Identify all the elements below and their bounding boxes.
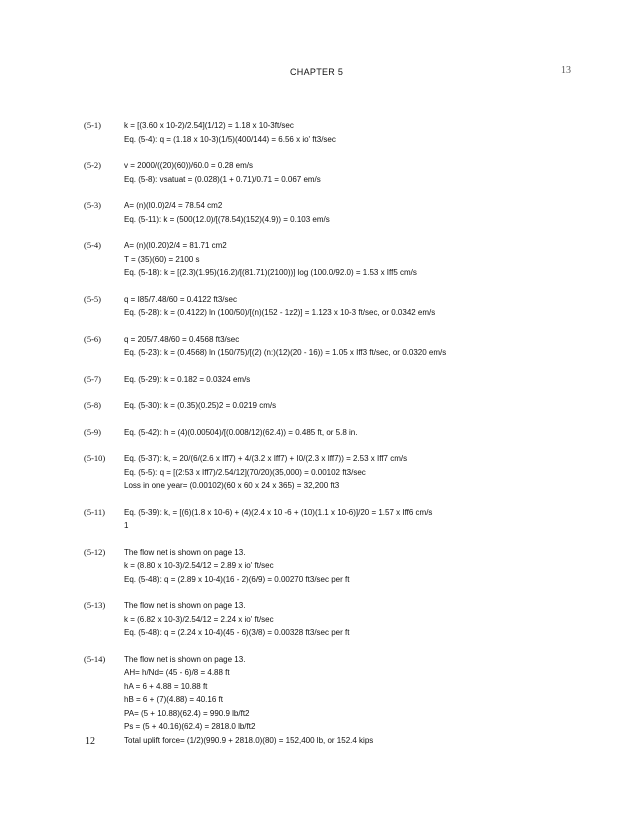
solution-entry — [84, 506, 604, 533]
problem-number: (5-11) — [84, 506, 105, 517]
problem-number: (5-10) — [84, 453, 106, 463]
problem-number: (5-5) — [84, 293, 101, 304]
solution-line: Eq. (5-11): k = (500(12.0)/[(78.54)(152)(4.9)) = 0.103 em/s — [124, 214, 330, 224]
problem-number: (5-3) — [84, 200, 101, 210]
solution-line: The flow net is shown on page 13. — [124, 601, 246, 610]
solution-line: The flow net is shown on page 13. — [124, 654, 246, 664]
solution-entry — [84, 452, 604, 493]
solution-line: Loss in one year= (0.00102)(60 x 60 x 24 x 365) = 32,200 ft3 — [124, 481, 340, 490]
solution-lines — [124, 199, 604, 226]
solution-line: q = I85/7.48/60 = 0.4122 ft3/sec — [124, 294, 237, 304]
solution-entry — [84, 546, 604, 587]
solution-line: T = (35)(60) = 2100 s — [124, 254, 200, 264]
solution-list — [84, 119, 604, 760]
problem-number: (5-12) — [84, 546, 106, 557]
solution-line: PA= (5 + 10.88)(62.4) = 990.9 lb/ft2 — [124, 708, 250, 718]
footer-page-number: 12 — [85, 736, 95, 747]
solution-lines — [124, 546, 604, 587]
chapter-header: CHAPTER 5 — [290, 67, 344, 77]
solution-line: q = 205/7.48/60 = 0.4568 ft3/sec — [124, 334, 240, 344]
solution-line: hB = 6 + (7)(4.88) = 40.16 ft — [124, 695, 223, 704]
solution-entry — [84, 599, 604, 640]
solution-line: Ps = (5 + 40.16)(62.4) = 2818.0 lb/ft2 — [124, 722, 256, 731]
solution-line: Eq. (5-37): k, = 20/(6/(2.6 x Iff7) + 4/(3.2 x Iff7) + I0/(2.3 x Iff7)) = 2.53 x Iff7 cm/s — [124, 454, 408, 463]
solution-entry — [84, 333, 604, 360]
problem-number: (5-13) — [84, 600, 106, 610]
problem-number: (5-7) — [84, 373, 101, 384]
solution-entry — [84, 199, 604, 226]
header-page-number: 13 — [561, 65, 571, 76]
solution-lines — [124, 159, 604, 186]
solution-lines — [124, 239, 604, 280]
solution-lines — [124, 293, 604, 320]
solution-line: k = (6.82 x 10-3)/2.54/12 = 2.24 x io' ft/sec — [124, 614, 274, 624]
solution-lines — [124, 452, 604, 493]
solution-line: Eq. (5-23): k = (0.4568) ln (150/75)/[(2) (n:)(12)(20 - 16)) = 1.05 x Iff3 ft/sec, or 0.0320 em/s — [124, 348, 447, 357]
solution-line: hA = 6 + 4.88 = 10.88 ft — [124, 681, 208, 691]
solution-line: k = [(3.60 x 10-2)/2.54](1/12) = 1.18 x 10-3ft/sec — [124, 121, 294, 130]
problem-number: (5-1) — [84, 120, 101, 130]
solution-line: Eq. (5-48): q = (2.89 x 10-4)(16 - 2)(6/9) = 0.00270 ft3/sec per ft — [124, 574, 350, 584]
solution-line: 1 — [124, 521, 129, 530]
solution-entry — [84, 159, 604, 186]
solution-entry — [84, 293, 604, 320]
solution-line: Eq. (5-48): q = (2.24 x 10-4)(45 - 6)(3/8) = 0.00328 ft3/sec per ft — [124, 628, 350, 637]
problem-number: (5-9) — [84, 426, 101, 437]
solution-line: Total uplift force= (1/2)(990.9 + 2818.0)(80) = 152,400 lb, or 152.4 kips — [124, 735, 374, 745]
solution-line: k = (8.80 x 10-3)/2.54/12 = 2.89 x io' ft/sec — [124, 561, 274, 570]
solution-lines — [124, 426, 604, 440]
solution-lines — [124, 119, 604, 146]
solution-entry — [84, 239, 604, 280]
solution-lines — [124, 653, 604, 748]
solution-entry — [84, 119, 604, 146]
problem-number: (5-4) — [84, 240, 101, 250]
solution-line: Eq. (5-30): k = (0.35)(0.25)2 = 0.0219 cm/s — [124, 401, 277, 410]
solution-line: A= (n)(I0.20)2/4 = 81.71 cm2 — [124, 241, 227, 250]
solution-entry — [84, 373, 604, 387]
solution-line: A= (n)(I0.0)2/4 = 78.54 cm2 — [124, 201, 223, 210]
solution-line: Eq. (5-5): q = [(2:53 x Iff7)/2.54/12](70/20)(35,000) = 0.00102 ft3/sec — [124, 467, 366, 477]
solution-entry — [84, 399, 604, 413]
problem-number: (5-6) — [84, 333, 101, 344]
solution-line: v = 2000/((20)(60))/60.0 = 0.28 em/s — [124, 161, 253, 170]
solution-line: Eq. (5-39): k, = [(6)(1.8 x 10-6) + (4)(2.4 x 10 -6 + (10)(1.1 x 10-6)]/20 = 1.57 x Iff6 cm/s — [124, 507, 433, 517]
solution-line: The flow net is shown on page 13. — [124, 547, 246, 557]
solution-line: Eq. (5-28): k = (0.4122) ln (100/50)/[(n)(152 - 1z2)] = 1.123 x 10-3 ft/sec, or 0.0342 em/s — [124, 308, 436, 317]
solution-lines — [124, 506, 604, 533]
solution-entry — [84, 426, 604, 440]
solution-entry — [84, 653, 604, 748]
problem-number: (5-8) — [84, 400, 101, 410]
solution-lines — [124, 373, 604, 387]
solution-line: Eq. (5-18): k = [(2.3)(1.95)(16.2)/[(81.71)(2100))] log (100.0/92.0) = 1.53 x Iff5 cm/s — [124, 268, 417, 277]
solution-lines — [124, 599, 604, 640]
solution-line: Eq. (5-8): vsatuat = (0.028)(1 + 0.71)/0.71 = 0.067 em/s — [124, 174, 321, 184]
problem-number: (5-14) — [84, 653, 106, 664]
solution-lines — [124, 333, 604, 360]
solution-line: AH= h/Nd= (45 - 6)/8 = 4.88 ft — [124, 668, 230, 677]
solution-line: Eq. (5-29): k = 0.182 = 0.0324 em/s — [124, 374, 251, 384]
problem-number: (5-2) — [84, 160, 101, 170]
solution-line: Eq. (5-4): q = (1.18 x 10-3)(1/5)(400/144) = 6.56 x io' ft3/sec — [124, 134, 336, 144]
solution-line: Eq. (5-42): h = (4)(0.00504)/[(0.008/12)(62.4)) = 0.485 ft, or 5.8 in. — [124, 427, 358, 437]
solution-lines — [124, 399, 604, 413]
